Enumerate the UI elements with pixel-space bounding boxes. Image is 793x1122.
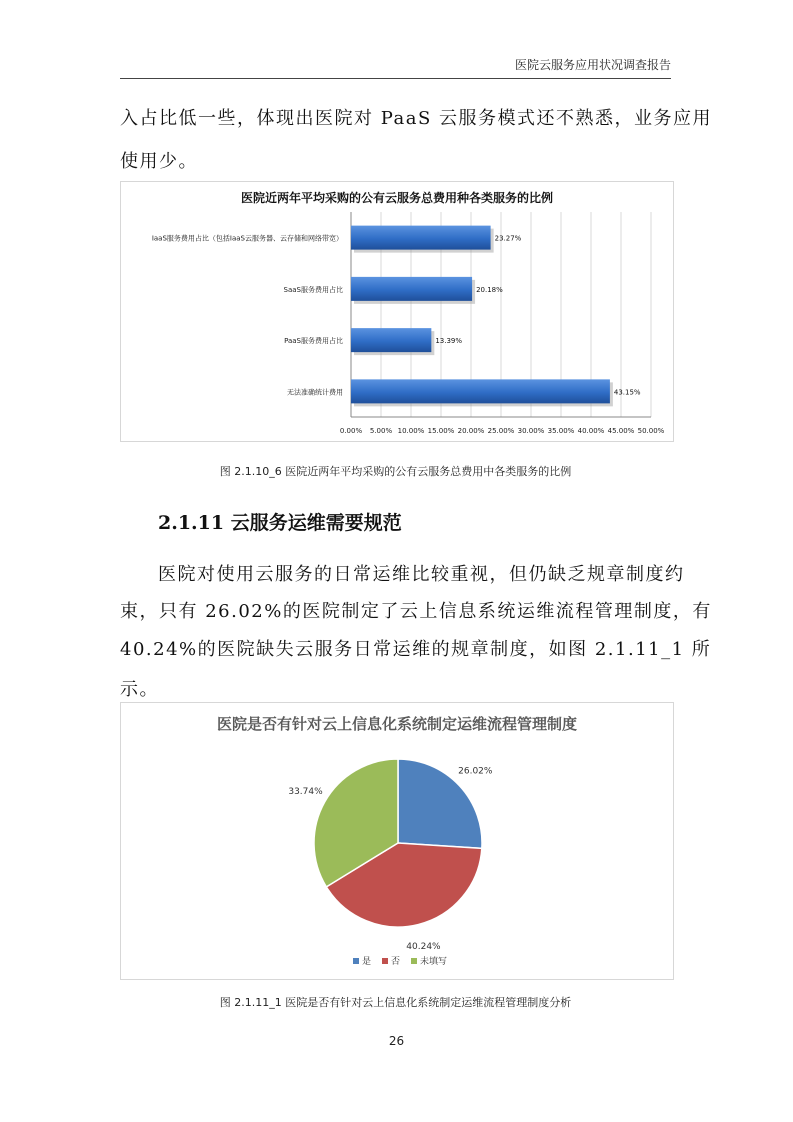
bar-value-label: 23.27% — [494, 234, 522, 243]
bar-category-label: PaaS服务费用占比 — [284, 337, 343, 346]
pie-data-label: 40.24% — [406, 941, 441, 952]
bar-x-tick-label: 0.00% — [339, 427, 363, 435]
bar-x-tick-label: 40.00% — [577, 427, 605, 435]
bar-x-tick-label: 5.00% — [369, 427, 393, 435]
bar-chart-title: 医院近两年平均采购的公有云服务总费用种各类服务的比例 — [240, 191, 554, 205]
bar-x-tick-label: 50.00% — [637, 427, 665, 435]
pie-legend-label: 未填写 — [420, 957, 448, 967]
pie-chart — [121, 703, 673, 979]
header-divider — [120, 78, 671, 79]
pie-data-label: 33.74% — [288, 787, 323, 798]
bar-value-label: 20.18% — [476, 285, 503, 294]
bar-category-label: IaaS服务费用占比（包括IaaS云服务器、云存储和网络带宽） — [151, 234, 343, 243]
page-header: 医院云服务应用状况调查报告 — [514, 58, 671, 72]
bar-x-tick-label: 35.00% — [547, 427, 575, 435]
section-line-2: 束，只有 26.02%的医院制定了云上信息系统运维流程管理制度，有 — [120, 601, 712, 622]
section-line-4: 示。 — [120, 679, 159, 700]
bar-x-tick-label: 25.00% — [487, 427, 515, 435]
intro-line-2: 使用少。 — [120, 151, 198, 172]
pie-legend-swatch — [353, 958, 359, 964]
bar — [351, 379, 610, 403]
pie-chart-frame — [120, 702, 674, 980]
pie-data-label: 26.02% — [458, 766, 493, 777]
bar-category-label: 无法准确统计费用 — [287, 388, 343, 397]
pie-legend-label: 是 — [362, 957, 372, 967]
pie-legend-swatch — [382, 958, 388, 964]
bar-chart — [121, 182, 673, 441]
pie-legend-label: 否 — [391, 957, 401, 967]
bar-x-tick-label: 15.00% — [427, 427, 455, 435]
bar-category-label: SaaS服务费用占比 — [283, 285, 343, 294]
section-line-1: 医院对使用云服务的日常运维比较重视，但仍缺乏规章制度约 — [158, 564, 685, 585]
intro-line-1: 入占比低一些，体现出医院对 PaaS 云服务模式还不熟悉，业务应用 — [120, 108, 713, 129]
section-heading: 2.1.11 云服务运维需要规范 — [158, 512, 402, 534]
bar-x-tick-label: 20.00% — [457, 427, 485, 435]
bar-x-tick-label: 30.00% — [517, 427, 545, 435]
bar-x-tick-label: 10.00% — [397, 427, 425, 435]
bar-value-label: 13.39% — [435, 337, 463, 346]
page-number: 26 — [388, 1034, 405, 1048]
bar — [351, 226, 491, 250]
bar-x-tick-label: 45.00% — [607, 427, 635, 435]
figure-caption-pie: 图 2.1.11_1 医院是否有针对云上信息化系统制定运维流程管理制度分析 — [219, 996, 572, 1009]
bar-value-label: 43.15% — [613, 388, 641, 397]
bar — [351, 277, 472, 301]
pie-legend-swatch — [411, 958, 417, 964]
bar — [351, 328, 431, 352]
figure-caption-bar: 图 2.1.10_6 医院近两年平均采购的公有云服务总费用中各类服务的比例 — [219, 465, 572, 478]
pie-chart-title: 医院是否有针对云上信息化系统制定运维流程管理制度 — [216, 715, 578, 733]
section-line-3: 40.24%的医院缺失云服务日常运维的规章制度，如图 2.1.11_1 所 — [120, 639, 712, 660]
bar-chart-frame — [120, 181, 674, 442]
